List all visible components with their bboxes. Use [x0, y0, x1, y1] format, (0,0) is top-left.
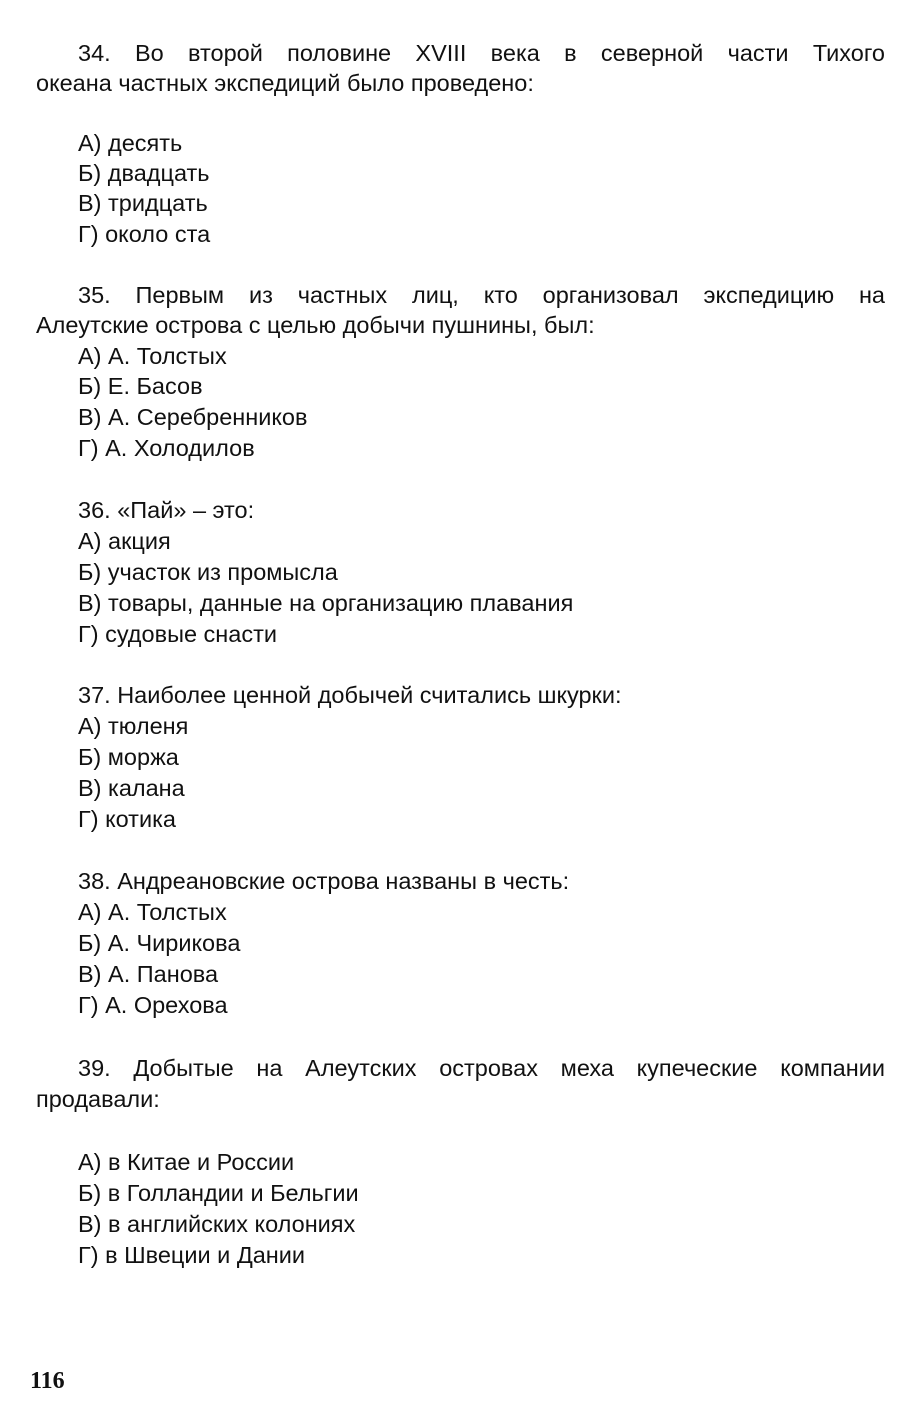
answer-option: Б) в Голландии и Бельгии — [78, 1180, 359, 1206]
answer-option: Г) судовые снасти — [78, 621, 277, 647]
question-text: 37. Наиболее ценной добычей считались шкурки: — [78, 682, 622, 708]
answer-option: В) товары, данные на организацию плавания — [78, 590, 574, 616]
answer-option: Г) А. Орехова — [78, 992, 228, 1018]
answer-option: Г) в Швеции и Дании — [78, 1242, 306, 1268]
answer-option: А) десять — [78, 130, 183, 156]
answer-option: Б) моржа — [78, 744, 179, 770]
answer-option: А) тюленя — [78, 713, 189, 739]
answer-option: Б) Е. Басов — [78, 373, 203, 399]
answer-option: А) А. Толстых — [78, 343, 227, 369]
question-text: 34. Во второй половине XVIII века в северной части Тихого — [78, 40, 885, 66]
question-text-continued: Алеутские острова с целью добычи пушнины, был: — [36, 312, 595, 338]
answer-option: В) в английских колониях — [78, 1211, 356, 1237]
answer-option: А) А. Толстых — [78, 899, 227, 925]
question-text: 39. Добытые на Алеутских островах меха купеческие компании — [78, 1055, 885, 1081]
answer-option: Б) участок из промысла — [78, 559, 338, 585]
question-text: 36. «Пай» – это: — [78, 497, 255, 523]
answer-option: А) акция — [78, 528, 171, 554]
page-number: 116 — [30, 1368, 65, 1394]
question-text-continued: продавали: — [36, 1086, 160, 1112]
answer-option: В) А. Серебренников — [78, 404, 308, 430]
answer-option: Г) котика — [78, 806, 176, 832]
question-text: 38. Андреановские острова названы в честь: — [78, 868, 570, 894]
answer-option: Г) А. Холодилов — [78, 435, 255, 461]
answer-option: В) калана — [78, 775, 185, 801]
question-text-continued: океана частных экспедиций было проведено: — [36, 70, 534, 96]
question-text: 35. Первым из частных лиц, кто организовал экспедицию на — [78, 282, 885, 308]
answer-option: А) в Китае и России — [78, 1149, 295, 1175]
answer-option: Б) А. Чирикова — [78, 930, 241, 956]
answer-option: В) тридцать — [78, 190, 208, 216]
answer-option: Б) двадцать — [78, 160, 210, 186]
answer-option: В) А. Панова — [78, 961, 219, 987]
answer-option: Г) около ста — [78, 221, 211, 247]
